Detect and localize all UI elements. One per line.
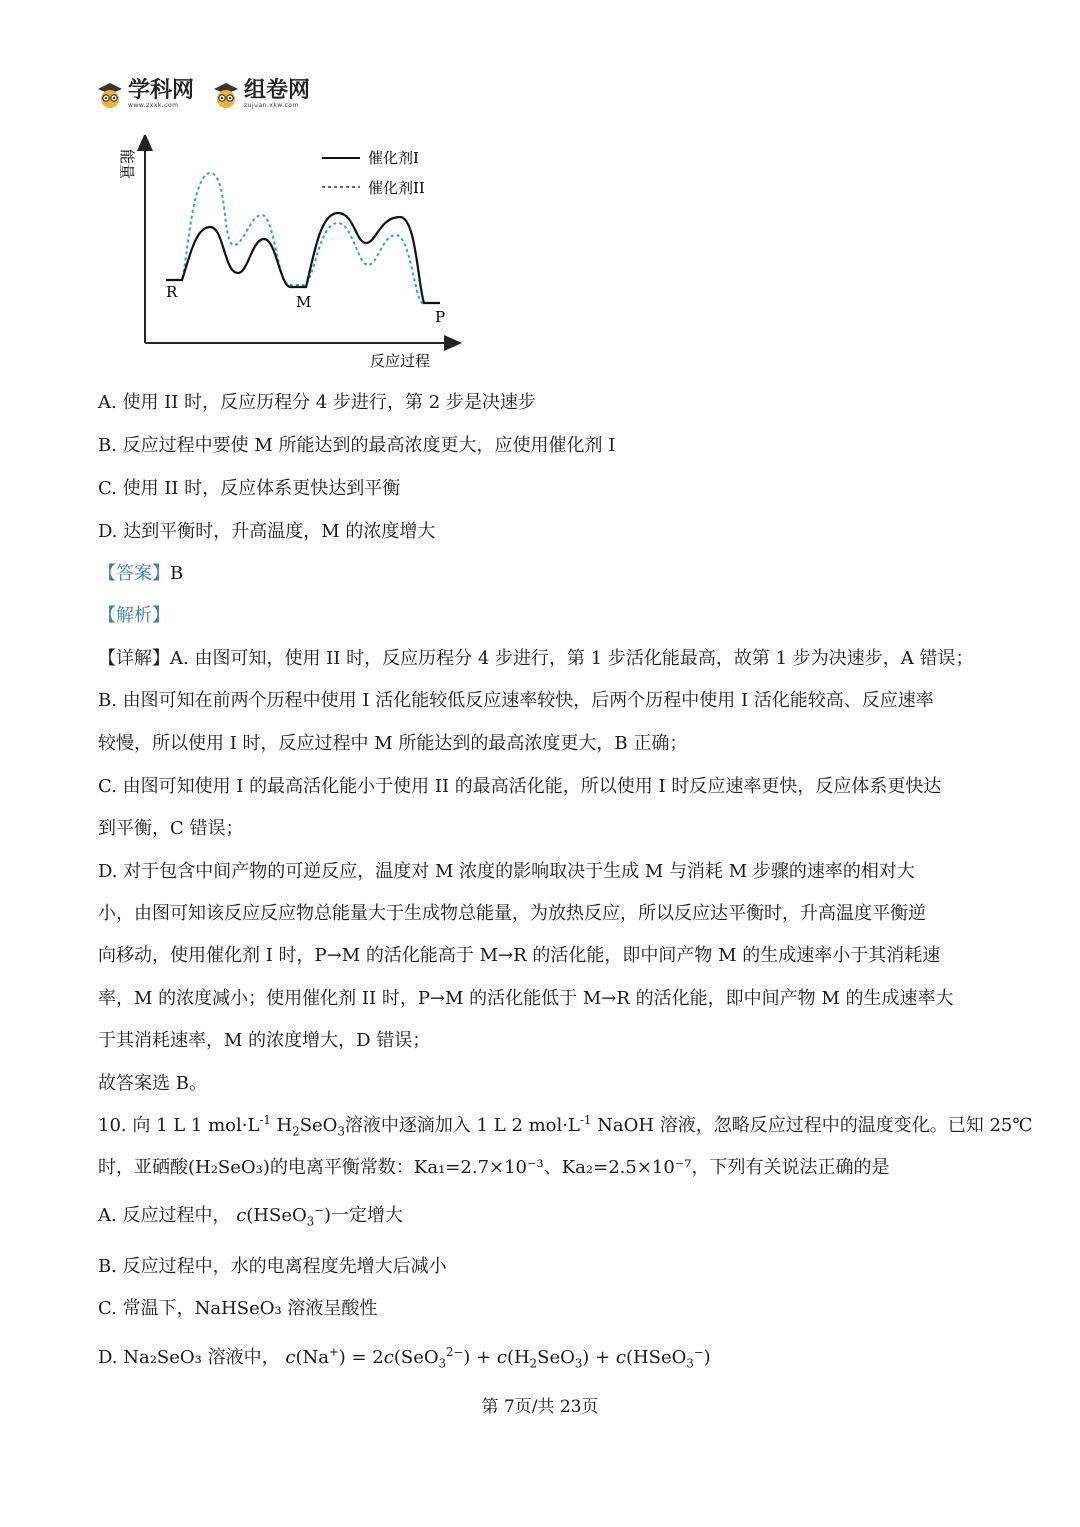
logo2-url: zujuan.xkw.com — [244, 102, 299, 109]
q9-option-b: B. 反应过程中要使 M 所能达到的最高浓度更大，应使用催化剂 I — [98, 435, 616, 456]
zujuanwang-logo — [212, 80, 310, 109]
q10-stem-part: NaOH 溶液，忽略反应过程中的温度变化。已知 25℃ — [591, 1115, 1033, 1136]
point-label-p: P — [435, 308, 446, 326]
q9-option-a: A. 使用 II 时，反应历程分 4 步进行，第 2 步是决速步 — [98, 392, 536, 413]
y-axis-label: 能量 — [118, 149, 136, 180]
q10-stem-part: SeO — [299, 1115, 338, 1136]
q9-option-d: D. 达到平衡时，升高温度，M 的浓度增大 — [98, 521, 436, 542]
detail-line-9: 率，M 的浓度减小；使用催化剂 II 时，P→M 的活化能低于 M→R 的活化能，即中间产物 M 的生成速率大 — [98, 988, 954, 1009]
point-label-r: R — [166, 283, 178, 301]
formula-charge-balance: $c(Na^+) = 2c(SeO_3^{2-}) + c(H_2SeO_3)$ + c(HSeO$_3$−) — [285, 1345, 711, 1371]
q10-option-a: A. 反应过程中， c(HSeO$_3$−)一定增大 — [98, 1203, 404, 1229]
logo1-name: 学科网 — [128, 78, 195, 103]
detail-line-10: 于其消耗速率，M 的浓度增大，D 错误； — [98, 1030, 431, 1051]
q10-option-b: B. 反应过程中，水的电离程度先增大后减小 — [98, 1256, 447, 1277]
catalyst-1-curve — [166, 213, 440, 303]
answer-value: B — [170, 563, 184, 584]
formula-c-hseo3: c — [236, 1205, 247, 1226]
xuekewang-logo — [96, 80, 194, 109]
energy-diagram — [110, 135, 470, 375]
q10-stem-part: H — [270, 1115, 293, 1136]
point-label-m: M — [296, 293, 312, 311]
q10-stem-line-2: 时，亚硒酸(H₂SeO₃)的电离平衡常数：Ka₁=2.7×10⁻³、Ka₂=2.5×10⁻⁷，下列有关说法正确的是 — [98, 1157, 890, 1178]
detail-line-7: 小，由图可知该反应反应物总能量大于生成物总能量，为放热反应，所以反应达平衡时，升高温度平衡逆 — [98, 903, 926, 924]
owl-icon — [212, 81, 240, 109]
header-logos — [96, 80, 310, 109]
page-footer: 第 7页/共 23页 — [481, 1397, 599, 1417]
q10-option-a-text-2: 一定增大 — [331, 1205, 404, 1226]
detail-line-5: 到平衡，C 错误； — [98, 818, 244, 839]
detail-line-2: B. 由图可知在前两个历程中使用 I 活化能较低反应速率较快，后两个历程中使用 I 活化能较高、反应速率 — [98, 690, 934, 711]
detail-line-1: 【详解】A. 由图可知，使用 II 时，反应历程分 4 步进行，第 1 步活化能最高，故第 1 步为决速步，A 错误； — [98, 648, 974, 669]
q10-option-a-text: A. 反应过程中， — [98, 1205, 231, 1226]
analysis-tag: 【解析】 — [98, 605, 170, 626]
detail-line-4: C. 由图可知使用 I 的最高活化能小于使用 II 的最高活化能，所以使用 I 时反应速率更快，反应体系更快达 — [98, 776, 942, 797]
q10-option-c: C. 常温下，NaHSeO₃ 溶液呈酸性 — [98, 1298, 378, 1319]
answer-line — [98, 559, 183, 585]
detail-line-3: 较慢，所以使用 I 时，反应过程中 M 所能达到的最高浓度更大，B 正确； — [98, 733, 688, 754]
owl-icon — [96, 81, 124, 109]
x-axis-label: 反应过程 — [370, 352, 431, 370]
detail-line-11: 故答案选 B。 — [98, 1073, 207, 1094]
answer-tag: 【答案】 — [98, 563, 170, 584]
detail-line-8: 向移动，使用催化剂 I 时，P→M 的活化能高于 M→R 的活化能，即中间产物 M 的生成速率小于其消耗速 — [98, 945, 941, 966]
q10-stem-line-1: 10. 向 1 L 1 $mol\cdot L^{-1}$ $H_2SeO_3$溶液中逐滴加入 1 L 2 $mol\cdot L^{-1}$ NaOH 溶液，忽略反应过程中的温度变化。已知 25℃ — [98, 1113, 1033, 1139]
legend-label-catalyst-1: 催化剂I — [368, 149, 419, 167]
legend-label-catalyst-2: 催化剂II — [368, 179, 425, 197]
detail-line-6: D. 对于包含中间产物的可逆反应，温度对 M 浓度的影响取决于生成 M 与消耗 M 步骤的速率的相对大 — [98, 861, 915, 882]
logo2-name: 组卷网 — [244, 78, 311, 103]
q10-stem-part: 10. 向 1 L 1 mol·L — [98, 1115, 260, 1136]
logo1-url: www.zxxk.com — [128, 102, 179, 109]
q9-option-c: C. 使用 II 时，反应体系更快达到平衡 — [98, 478, 401, 499]
q10-option-d-text: D. Na₂SeO₃ 溶液中， — [98, 1347, 280, 1368]
q10-option-d — [98, 1343, 711, 1371]
q10-stem-part: 溶液中逐滴加入 1 L 2 mol·L — [344, 1115, 580, 1136]
